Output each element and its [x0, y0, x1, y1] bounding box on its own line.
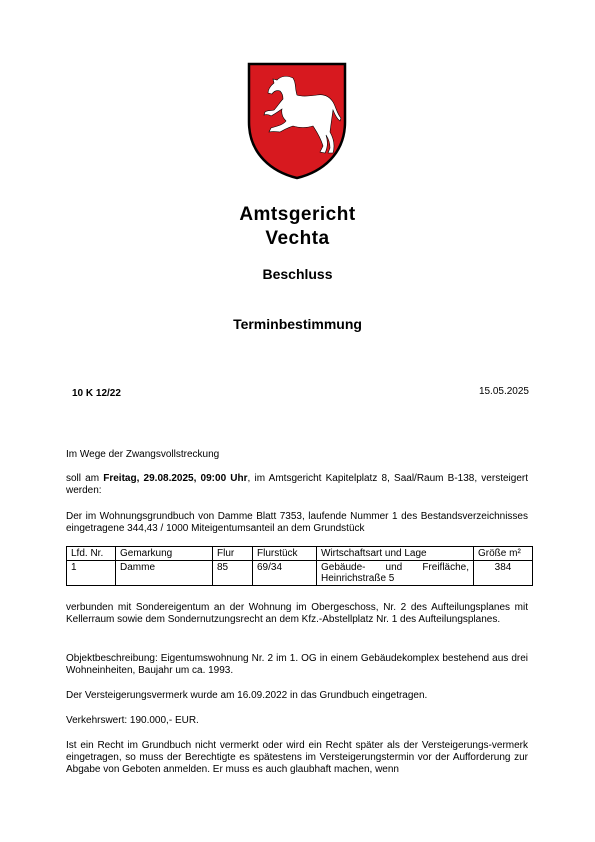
cell-lage-address: Heinrichstraße 5 [321, 573, 395, 584]
auction-location: , im Amtsgericht Kapitelplatz 8, Saal/Raum B-138, versteigert werden: [66, 473, 528, 496]
col-lfd-nr: Lfd. Nr. [67, 547, 116, 561]
col-gemarkung: Gemarkung [116, 547, 213, 561]
register-note: Der Versteigerungsvermerk wurde am 16.09.2022 in das Grundbuch eingetragen. [66, 690, 428, 701]
auction-pre: soll am [66, 473, 104, 484]
auction-date-paragraph [66, 473, 528, 497]
cell-lage [317, 561, 474, 586]
court-location: Vechta [265, 228, 330, 249]
case-number: 10 K 12/22 [72, 388, 121, 399]
document-date: 15.05.2025 [478, 386, 529, 397]
property-table [66, 546, 533, 586]
auction-date: Freitag, 29.08.2025, 09:00 Uhr [103, 473, 248, 484]
cell-lage-type: Gebäude- und Freifläche, [321, 562, 469, 573]
coat-of-arms-horse-icon [247, 62, 347, 180]
intro-text: Im Wege der Zwangsvollstreckung [66, 449, 220, 460]
cell-lfd-nr: 1 [67, 561, 116, 586]
cell-gemarkung: Damme [116, 561, 213, 586]
rights-notice: Ist ein Recht im Grundbuch nicht vermerkt oder wird ein Recht später als der Versteigerungs-vermerk eingetragen, so muss der Berechtigte es spätestens im Versteigerungstermin vor der Aufforderung zur Abgabe von Geboten anmelden. Er muss es auch glaubhaft machen, wenn [66, 740, 528, 775]
object-description: Objektbeschreibung: Eigentumswohnung Nr. 2 im 1. OG in einem Gebäudekomplex bestehend aus drei Wohneinheiten, Baujahr um ca. 1993. [66, 653, 528, 676]
col-groesse: Größe m² [474, 547, 533, 561]
land-register-paragraph: Der im Wohnungsgrundbuch von Damme Blatt 7353, laufende Nummer 1 des Bestandsverzeichnisses eingetragene 344,43 / 1000 Miteigentumsanteil an dem Grundstück [66, 511, 528, 534]
court-name: Amtsgericht [239, 204, 356, 225]
market-value: Verkehrswert: 190.000,- EUR. [66, 715, 199, 726]
document-type: Beschluss [262, 266, 333, 282]
table-header-row [67, 547, 533, 561]
cell-groesse: 384 [474, 561, 533, 586]
document-subject: Terminbestimmung [233, 316, 362, 332]
cell-flur: 85 [213, 561, 253, 586]
col-flurstueck: Flurstück [253, 547, 317, 561]
condominium-paragraph: verbunden mit Sondereigentum an der Wohnung im Obergeschoss, Nr. 2 des Aufteilungsplanes mit Kellerraum sowie dem Sondernutzungsrecht an dem Kfz.-Abstellplatz Nr. 1 des Aufteilungsplanes. [66, 602, 528, 625]
col-wirtschaftsart: Wirtschaftsart und Lage [317, 547, 474, 561]
cell-flurstueck: 69/34 [253, 561, 317, 586]
col-flur: Flur [213, 547, 253, 561]
table-row [67, 561, 533, 586]
